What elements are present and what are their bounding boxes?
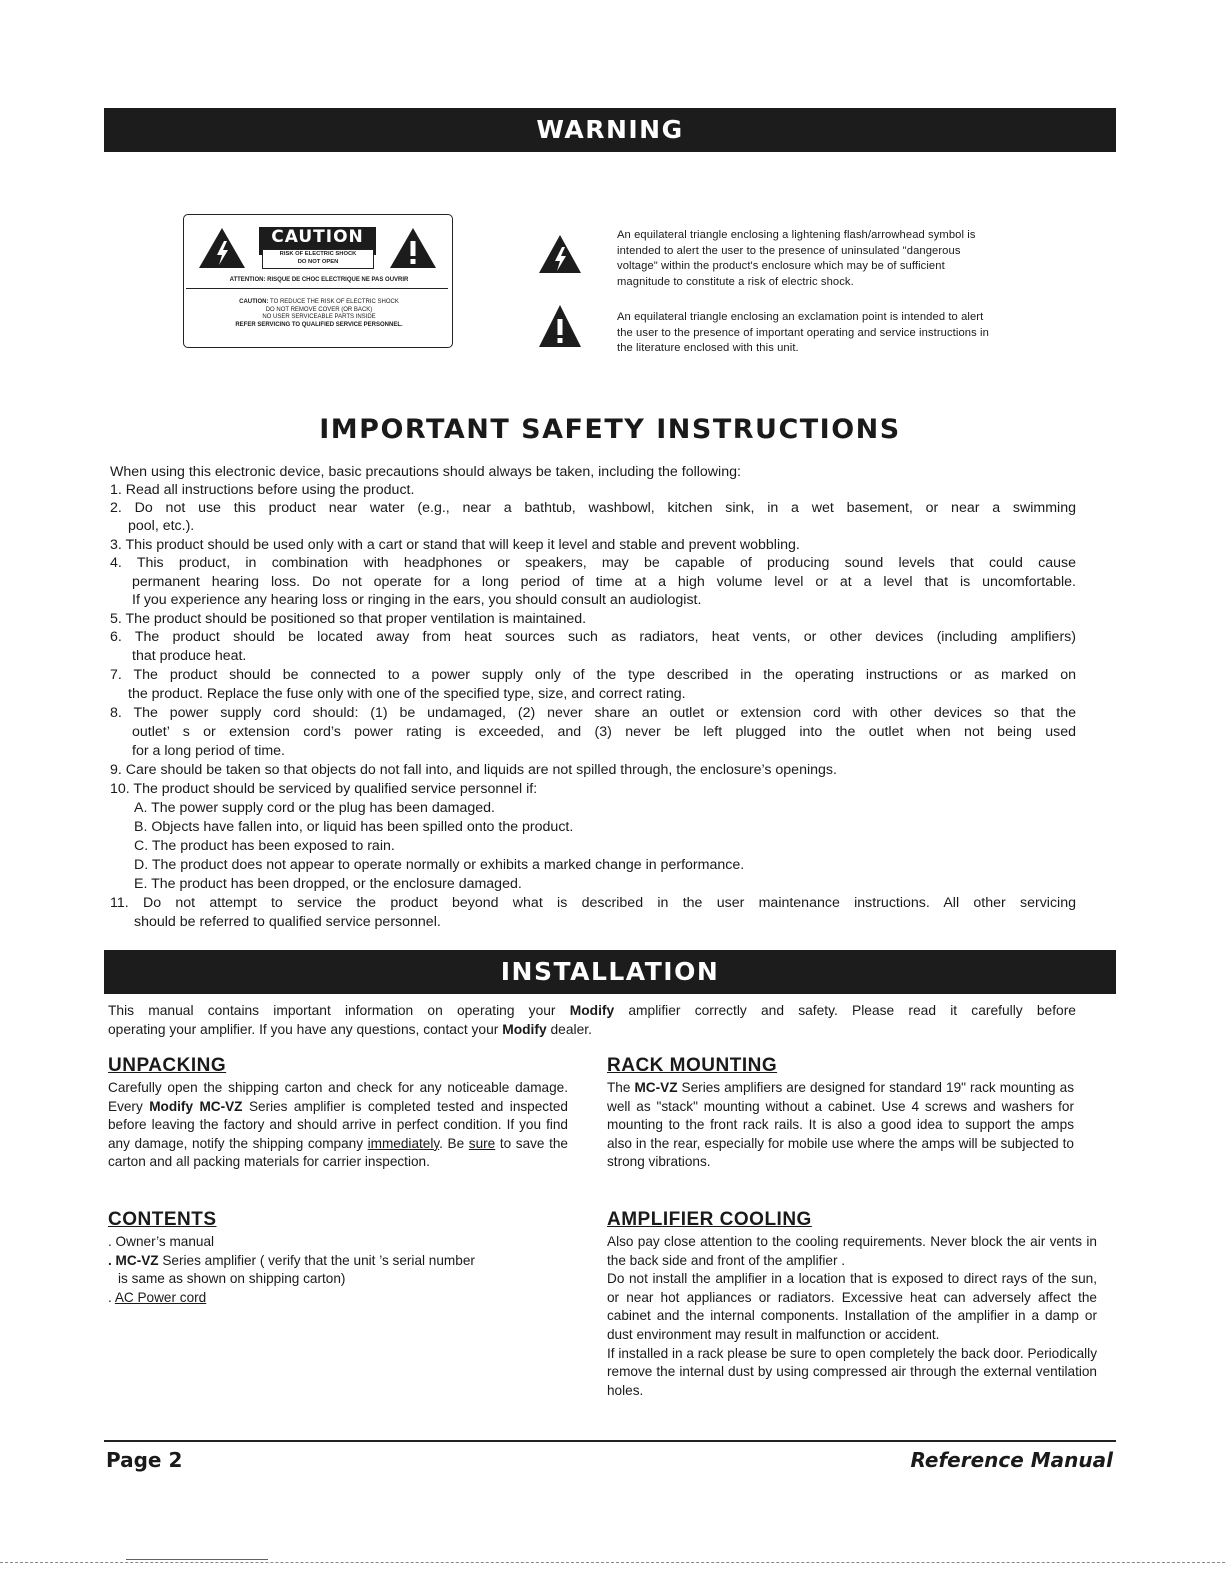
lightning-triangle-icon: [538, 234, 582, 274]
symbol-text-line: the literature enclosed with this unit.: [617, 342, 799, 354]
cooling-paragraph: Do not install the amplifier in a location that is exposed to direct rays of the sun, or near hot appliances or radiators. Excessive heat can adversely affect the cabinet and the internal components. Installation of the amplifier in a damp or dust environment may result in malfunction or accident.: [607, 1271, 1097, 1342]
safety-item: 3. This product should be used only with a cart or stand that will keep it level and stable and prevent wobbling.: [110, 537, 800, 553]
intro-line2: [108, 1020, 1076, 1039]
page-bottom-border: [0, 1562, 1225, 1563]
emphasis-immediately: immediately: [367, 1135, 440, 1151]
contents-item-cont: is same as shown on shipping carton): [118, 1271, 346, 1287]
symbol-exclamation-text: [617, 310, 1087, 357]
contents-item: [108, 1252, 570, 1271]
caution-line2: DO NOT REMOVE COVER (OR BACK): [265, 306, 373, 313]
safety-item: 5. The product should be positioned so that proper ventilation is maintained.: [110, 611, 587, 627]
contents-title: CONTENTS: [108, 1209, 217, 1230]
intro-text: operating your amplifier. If you have any questions, contact your: [108, 1022, 503, 1037]
safety-subitem: C. The product has been exposed to rain.: [134, 838, 395, 854]
safety-subitem: E. The product has been dropped, or the enclosure damaged.: [134, 876, 522, 892]
safety-item: 6. The product should be located away from heat sources such as radiators, heat vents, or other devices (including amplifiers): [110, 629, 1076, 645]
unpacking-title: UNPACKING: [108, 1055, 227, 1076]
caution-sub-line2: DO NOT OPEN: [297, 259, 339, 265]
footer-rule: [104, 1440, 1116, 1442]
rack-text-run: Series amplifiers are designed for standard 19" rack mounting as well as "stack" mounting without a cabinet. Use 4 screws and washers for mounting to the front rack rails. It is also a good idea to support the amps also in the rear, especially for mobile use where the amps will be subjected to strong vibrations.: [607, 1080, 1075, 1170]
amplifier-cooling-text: [607, 1233, 1097, 1400]
page-bottom-accent: [126, 1559, 268, 1560]
installation-header: INSTALLATION: [104, 950, 1116, 994]
symbol-text-line: magnitude to constitute a risk of electric shock.: [617, 275, 854, 288]
caution-divider: [186, 288, 448, 289]
caution-attention: ATTENTION: RISQUE DE CHOC ELECTRIQUE NE PAS OUVRIR: [229, 277, 409, 283]
contents-bullet: .: [108, 1289, 115, 1305]
amplifier-cooling-title: AMPLIFIER COOLING: [607, 1209, 812, 1230]
symbol-text-line: An equilateral triangle enclosing a lightening flash/arrowhead symbol is: [617, 229, 976, 241]
product-name: Modify MC-VZ: [149, 1098, 243, 1114]
unpacking-text-run: . Be: [439, 1135, 469, 1151]
lightning-triangle-icon: [198, 227, 246, 269]
cooling-paragraph: Also pay close attention to the cooling requirements. Never block the air vents in the back side and front of the amplifier .: [607, 1234, 1097, 1268]
caution-subtitle: [262, 249, 374, 269]
caution-line4: REFER SERVICING TO QUALIFIED SERVICE PERSONNEL.: [235, 321, 403, 328]
safety-item: 1. Read all instructions before using the product.: [110, 482, 415, 498]
rack-text-run: The: [607, 1080, 635, 1095]
unpacking-text: [108, 1079, 568, 1172]
page-number: Page 2: [106, 1448, 183, 1472]
safety-intro: When using this electronic device, basic precautions should always be taken, including the following:: [110, 464, 741, 480]
intro-text: dealer.: [546, 1022, 592, 1037]
exclamation-triangle-icon: [538, 304, 582, 348]
safety-item-cont: permanent hearing loss. Do not operate for a long period of time at a high volume level or at a level that is uncomfortable.: [132, 574, 1076, 590]
safety-item: 4. This product, in combination with headphones or speakers, may be capable of producing sound levels that could cause: [110, 555, 1076, 571]
cooling-paragraph: If installed in a rack please be sure to open completely the back door. Periodically remove the internal dust by using compressed air through the external ventilation holes.: [607, 1345, 1097, 1398]
safety-item-cont: for a long period of time.: [132, 743, 285, 759]
contents-item: . Owner’s manual: [108, 1234, 215, 1249]
product-name: MC-VZ: [634, 1080, 678, 1095]
rack-mounting-title: RACK MOUNTING: [607, 1055, 778, 1076]
product-name: . MC-VZ: [108, 1252, 159, 1268]
safety-item: 11. Do not attempt to service the product beyond what is described in the user maintenance instructions. All other servicing: [110, 895, 1076, 911]
contents-list: [108, 1233, 570, 1307]
safety-subitem: B. Objects have fallen into, or liquid has been spilled onto the product.: [134, 819, 574, 835]
caution-label: [183, 214, 453, 348]
safety-item: 8. The power supply cord should: (1) be undamaged, (2) never share an outlet or extension cord with other devices so that the: [110, 705, 1076, 721]
contents-item-text: Series amplifier ( verify that the unit ’s serial number: [158, 1252, 475, 1268]
warning-header: WARNING: [104, 108, 1116, 152]
symbol-text-line: intended to alert the user to the presence of uninsulated "dangerous: [617, 244, 961, 257]
brand-name: Modify: [502, 1022, 547, 1037]
caution-prefix: CAUTION:: [239, 299, 269, 305]
brand-name: Modify: [569, 1003, 615, 1018]
safety-item-cont: outlet’ s or extension cord’s power rating is exceeded, and (3) never be left plugged into the outlet when not being used: [132, 724, 1076, 740]
intro-text: amplifier correctly and safety. Please read it carefully before: [614, 1003, 1076, 1018]
rack-mounting-text: [607, 1079, 1074, 1172]
symbol-text-line: the user to the presence of important operating and service instructions in: [617, 326, 989, 339]
safety-subitem: D. The product does not appear to operate normally or exhibits a marked change in performance.: [134, 857, 745, 873]
safety-item: 9. Care should be taken so that objects do not fall into, and liquids are not spilled through, the enclosure’s openings.: [110, 762, 837, 778]
safety-item-cont: pool, etc.).: [128, 518, 195, 534]
unpacking-text-run: Series amplifier is completed tested and inspected before leaving the factory and should arrive in perfect condition. If you find any damage, notify the shipping company: [108, 1098, 568, 1151]
contents-item: [108, 1289, 570, 1308]
safety-subitem: A. The power supply cord or the plug has been damaged.: [134, 800, 495, 816]
unpacking-text-run: to save the carton and all packing materials for carrier inspection.: [108, 1135, 568, 1170]
exclamation-triangle-icon: [389, 227, 437, 269]
safety-item-cont: that produce heat.: [132, 648, 247, 664]
safety-item: 2. Do not use this product near water (e.g., near a bathtub, washbowl, kitchen sink, in a wet basement, or near a swimming: [110, 500, 1076, 516]
safety-item-cont: the product. Replace the fuse only with one of the specified type, size, and correct rating.: [128, 686, 686, 702]
caution-sub-line1: RISK OF ELECTRIC SHOCK: [279, 251, 357, 257]
symbol-lightning-text: [617, 228, 1087, 290]
caution-text: [192, 299, 446, 329]
safety-item-cont: If you experience any hearing loss or ringing in the ears, you should consult an audiologist.: [132, 592, 702, 608]
safety-item: 10. The product should be serviced by qualified service personnel if:: [110, 781, 538, 797]
intro-line1: [108, 1001, 1076, 1020]
safety-title: IMPORTANT SAFETY INSTRUCTIONS: [319, 414, 901, 445]
caution-title: CAUTION: [259, 227, 376, 255]
safety-item-cont: should be referred to qualified service personnel.: [134, 914, 441, 930]
symbol-text-line: An equilateral triangle enclosing an exclamation point is intended to alert: [617, 311, 984, 323]
emphasis-sure: sure: [468, 1135, 496, 1151]
caution-line1: TO REDUCE THE RISK OF ELECTRIC SHOCK: [270, 299, 399, 305]
unpacking-text-run: Carefully open the shipping carton and check for any noticeable damage. Every: [108, 1080, 568, 1114]
symbol-text-line: voltage" within the product's enclosure which may be of sufficient: [617, 260, 945, 272]
manual-title: Reference Manual: [910, 1448, 1113, 1472]
safety-item: 7. The product should be connected to a power supply only of the type described in the operating instructions or as marked on: [110, 667, 1076, 683]
installation-intro: [108, 1001, 1076, 1039]
caution-line3: NO USER SERVICEABLE PARTS INSIDE: [262, 314, 376, 320]
contents-item-text: AC Power cord: [114, 1289, 207, 1305]
intro-text: This manual contains important information on operating your: [108, 1003, 570, 1018]
